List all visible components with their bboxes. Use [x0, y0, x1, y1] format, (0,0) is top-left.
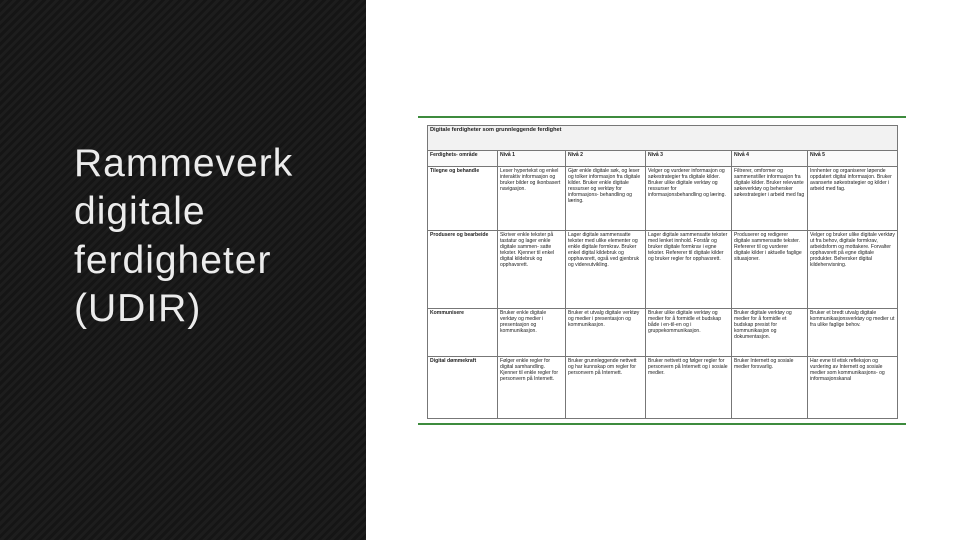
column-header: Nivå 4	[732, 151, 808, 167]
framework-table-image	[418, 116, 906, 425]
table-row	[428, 167, 898, 231]
table-cell: Velger og vurderer informasjon og søkestrategier fra digitale kilder. Bruker ulike digitale verktøy og ressurser for informasjonsbehandling og læring.	[646, 167, 732, 231]
column-header: Nivå 2	[566, 151, 646, 167]
title-panel	[0, 0, 366, 540]
table-cell: Bruker nettvett og følger regler for personvern på Internett og i sosiale medier.	[646, 357, 732, 419]
table-row	[428, 357, 898, 419]
table-cell: Lager digitale sammensatte tekster med lenket innhold. Forstår og bruker digitale formkrav i egne tekster. Refererer til digitale kilder og bruker regler for opphavsrett.	[646, 231, 732, 309]
table-cell: Følger enkle regler for digital samhandling. Kjenner til enkle regler for personvern på Internett.	[498, 357, 566, 419]
table-cell: Leser hypertekst og enkel interaktiv informasjon og bruker bilder og ikonbasert navigasjon.	[498, 167, 566, 231]
table-cell: Produserer og redigerer digitale sammensatte tekster. Refererer til og vurderer digitale kilder i aktuelle faglige situasjoner.	[732, 231, 808, 309]
table-cell: Innhenter og organiserer løpende oppdatert digital informasjon. Bruker avanserte søkestrategier og kilder i arbeid med fag.	[808, 167, 898, 231]
row-header: Digital dømmekraft	[428, 357, 498, 419]
table-cell: Gjør enkle digitale søk, og leser og tolker informasjon fra digitale kilder. Bruker enkle digitale ressurser og verktøy for informasjons- behandling og læring.	[566, 167, 646, 231]
table-cell: Bruker et utvalg digitale verktøy og medier i presentasjon og kommunikasjon.	[566, 309, 646, 357]
column-header: Nivå 3	[646, 151, 732, 167]
table-cell: Skriver enkle tekster på tastatur og lager enkle digitale sammen- satte tekster. Kjenner til enkel digital kildebruk og opphavsrett.	[498, 231, 566, 309]
table-cell: Bruker grunnleggende nettvett og har kunnskap om regler for personvern på Internett.	[566, 357, 646, 419]
title-line-3: ferdigheter	[74, 238, 272, 282]
slide-title	[74, 140, 359, 333]
table-cell: Har evne til etisk refleksjon og vurdering av Internett og sosiale medier som kommunikasjons- og informasjonskanal	[808, 357, 898, 419]
table-row	[428, 231, 898, 309]
table-caption: Digitale ferdigheter som grunnleggende ferdighet	[428, 126, 898, 151]
table-cell: Bruker enkle digitale verktøy og medier i presentasjon og kommunikasjon.	[498, 309, 566, 357]
framework-table	[427, 125, 898, 419]
table-cell: Velger og bruker ulike digitale verktøy ut fra behov, digitale formkrav, arbeidsform og mottakere. Forvalter opphavsrett på egne digitale produkter. Behersker digital kildehenvisning.	[808, 231, 898, 309]
title-line-2: digitale	[74, 190, 206, 234]
table-cell: Lager digitale sammensatte tekster med ulike elementer og enkle digitale formkrav. Bruker enkel digital kildebruk og opphavsrett, også ved gjenbruk og videreutvikling.	[566, 231, 646, 309]
row-header: Kommunisere	[428, 309, 498, 357]
column-header: Nivå 1	[498, 151, 566, 167]
table-cell: Bruker digitale verktøy og medier for å formidle et budskap presist for kommunikasjon og dokumentasjon.	[732, 309, 808, 357]
row-header: Produsere og bearbeide	[428, 231, 498, 309]
row-header: Tilegne og behandle	[428, 167, 498, 231]
title-line-4: (UDIR)	[74, 287, 202, 331]
table-cell: Bruker ulike digitale verktøy og medier for å formidle et budskap både i en-til-en og i gruppekommunikasjon.	[646, 309, 732, 357]
table-cell: Bruker Internett og sosiale medier forsvarlig.	[732, 357, 808, 419]
title-line-1: Rammeverk	[74, 142, 294, 185]
column-header: Ferdighets- område	[428, 151, 498, 167]
table-cell: Bruker et bredt utvalg digitale kommunikasjonsverktøy og medier ut fra ulike faglige behov.	[808, 309, 898, 357]
column-header: Nivå 5	[808, 151, 898, 167]
table-row	[428, 309, 898, 357]
table-cell: Filtrerer, omformer og sammenstiller informasjon fra digitale kilder. Bruker relevante søkeverktøy og behersker søkestrategier i arbeid med fag	[732, 167, 808, 231]
